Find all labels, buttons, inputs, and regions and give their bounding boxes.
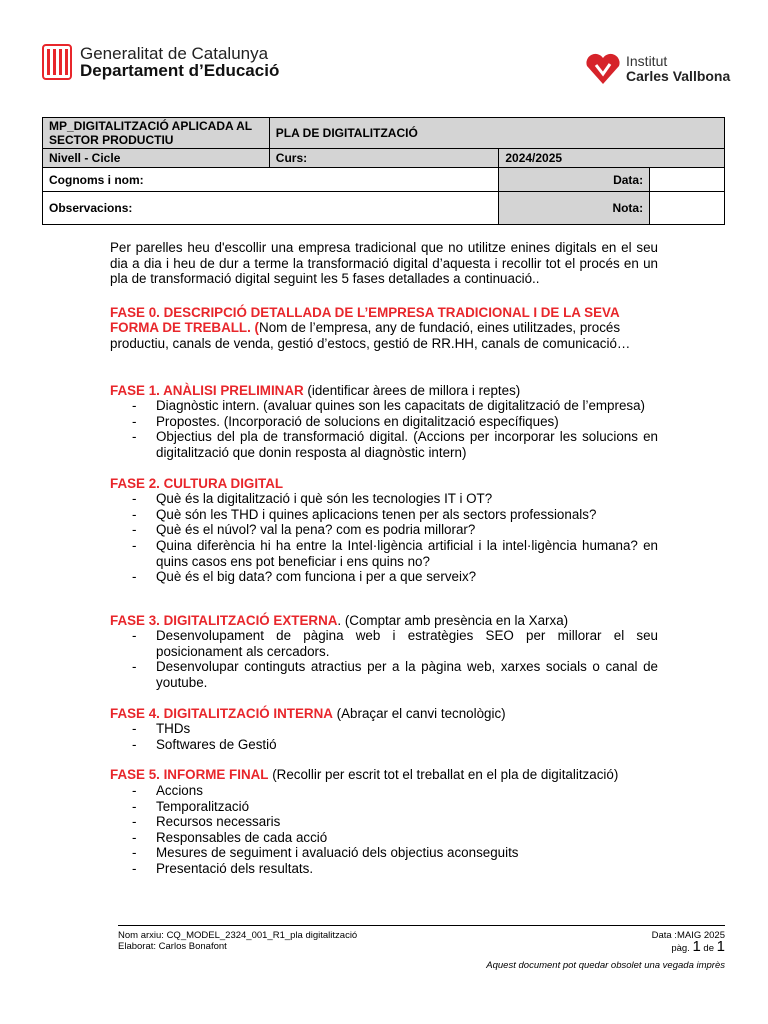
list-item: - Propostes. (Incorporació de solucions en digitalització específiques)	[110, 414, 658, 430]
phase-1-list	[110, 398, 658, 460]
phase-4	[110, 706, 658, 722]
list-item: - Què són les THD i quines aplicacions tenen per als sectors professionals?	[110, 507, 658, 523]
header-form-table	[42, 117, 725, 225]
phase-3-list	[110, 628, 658, 690]
footer-divider	[118, 925, 725, 926]
page-of: de	[700, 943, 717, 954]
phase-0-desc: Nom de l’empresa, any de fundació, eines utilitzades, procés productiu, canals de venda, gestió d’estocs, gestió de RR.HH, canals de comunicació…	[110, 320, 631, 351]
list-item: - Mesures de seguiment i avaluació dels objectius aconseguits	[110, 845, 658, 861]
phase-4-title: FASE 4. DIGITALITZACIÓ INTERNA	[110, 705, 333, 721]
name-field[interactable]	[43, 168, 499, 192]
list-item: - Objectius del pla de transformació digital. (Accions per incorporar les solucions en digitalització que donin resposta al diagnòstic intern)	[110, 429, 658, 460]
org-line1: Generalitat de Catalunya	[80, 44, 269, 63]
page-current: 1	[692, 938, 701, 955]
phase-1-desc: (identificar àrees de millora i reptes)	[303, 382, 521, 398]
phase-2-title: FASE 2. CULTURA DIGITAL	[110, 475, 284, 491]
doc-title-cell: PLA DE DIGITALITZACIÓ	[269, 118, 724, 149]
org-line2: Departament d’Educació	[80, 61, 280, 80]
list-item: - Accions	[110, 783, 658, 799]
list-item: - Responsables de cada acció	[110, 830, 658, 846]
gencat-logo-icon	[42, 44, 72, 80]
course-value: 2024/2025	[499, 149, 725, 168]
phase-0	[110, 305, 658, 352]
date-field[interactable]	[650, 168, 725, 192]
course-label: Curs:	[269, 149, 499, 168]
name-label: Cognoms i nom:	[49, 172, 144, 187]
phase-2	[110, 476, 658, 492]
phase-4-list	[110, 721, 658, 752]
phase-3	[110, 613, 658, 629]
list-item: - Desenvolupament de pàgina web i estratègies SEO per millorar el seu posicionament als cercadors.	[110, 628, 658, 659]
list-item: - Desenvolupar continguts atractius per a la pàgina web, xarxes socials o canal de youtube.	[110, 659, 658, 690]
page-total: 1	[716, 938, 725, 955]
phase-1-title: FASE 1. ANÀLISI PRELIMINAR	[110, 382, 304, 398]
obsolete-notice: Aquest document pot quedar obsolet una vegada imprès	[486, 960, 725, 971]
phase-5-desc: (Recollir per escrit tot el treballat en el pla de digitalització)	[268, 767, 619, 783]
school-line1: Institut	[626, 53, 668, 69]
level-label: Nivell - Cicle	[43, 149, 270, 168]
list-item: - Què és el big data? com funciona i per a que serveix?	[110, 569, 658, 585]
phase-5-list	[110, 783, 658, 877]
list-item: - Quina diferència hi ha entre la Intel·ligència artificial i la intel·ligència humana? en quins casos ens pot beneficiar i ens quins no?	[110, 538, 658, 569]
obs-label: Observacions:	[49, 201, 133, 215]
school-logo-icon	[584, 52, 622, 86]
file-name: Nom arxiu: CQ_MODEL_2324_001_R1_pla digitalització	[118, 930, 358, 941]
intro-paragraph: Per parelles heu d'escollir una empresa tradicional que no utilitze enines digitals en el seu dia a dia i heu de dur a terme la transformació digital d’aquesta i recollir tot el procés en un pla de transformació digital seguint les 5 fases detallades a continuació..	[110, 240, 658, 287]
list-item: - Diagnòstic intern. (avaluar quines son les capacitats de digitalització de l’empresa)	[110, 398, 658, 414]
list-item: - Softwares de Gestió	[110, 737, 658, 753]
list-item: - Què és el núvol? val la pena? com es podria millorar?	[110, 522, 658, 538]
phase-5	[110, 767, 658, 783]
date-label: Data:	[499, 168, 650, 192]
phase-3-title: FASE 3. DIGITALITZACIÓ EXTERNA	[110, 612, 338, 628]
footer-date: Data :MAIG 2025	[651, 930, 725, 941]
phase-2-list	[110, 491, 658, 585]
school-brand	[584, 52, 730, 86]
document-body	[110, 240, 658, 877]
grade-field[interactable]	[650, 192, 725, 225]
list-item: - Què és la digitalització i què són les tecnologies IT i OT?	[110, 491, 658, 507]
phase-4-desc: (Abraçar el canvi tecnològic)	[332, 705, 506, 721]
page-header	[0, 0, 768, 110]
obs-field[interactable]	[43, 192, 499, 225]
list-item: - THDs	[110, 721, 658, 737]
module-cell: MP_DIGITALITZACIÓ APLICADA AL SECTOR PRODUCTIU	[43, 118, 270, 149]
phase-5-title: FASE 5. INFORME FINAL	[110, 767, 269, 783]
list-item: - Presentació dels resultats.	[110, 861, 658, 877]
list-item: - Temporalització	[110, 799, 658, 815]
page-prefix: pàg.	[671, 943, 693, 954]
school-line2: Carles Vallbona	[626, 68, 731, 84]
phase-1	[110, 383, 658, 399]
phase-0-title: FASE 0. DESCRIPCIÓ DETALLADA DE L’EMPRESA TRADICIONAL I DE LA SEVA FORMA DE TREBALL. (	[110, 304, 620, 336]
list-item: - Recursos necessaris	[110, 814, 658, 830]
phase-3-desc: . (Comptar amb presència en la Xarxa)	[337, 612, 569, 628]
author: Elaborat: Carlos Bonafont	[118, 941, 227, 952]
grade-label: Nota:	[499, 192, 650, 225]
gencat-brand	[42, 44, 279, 80]
page-number	[652, 938, 725, 955]
